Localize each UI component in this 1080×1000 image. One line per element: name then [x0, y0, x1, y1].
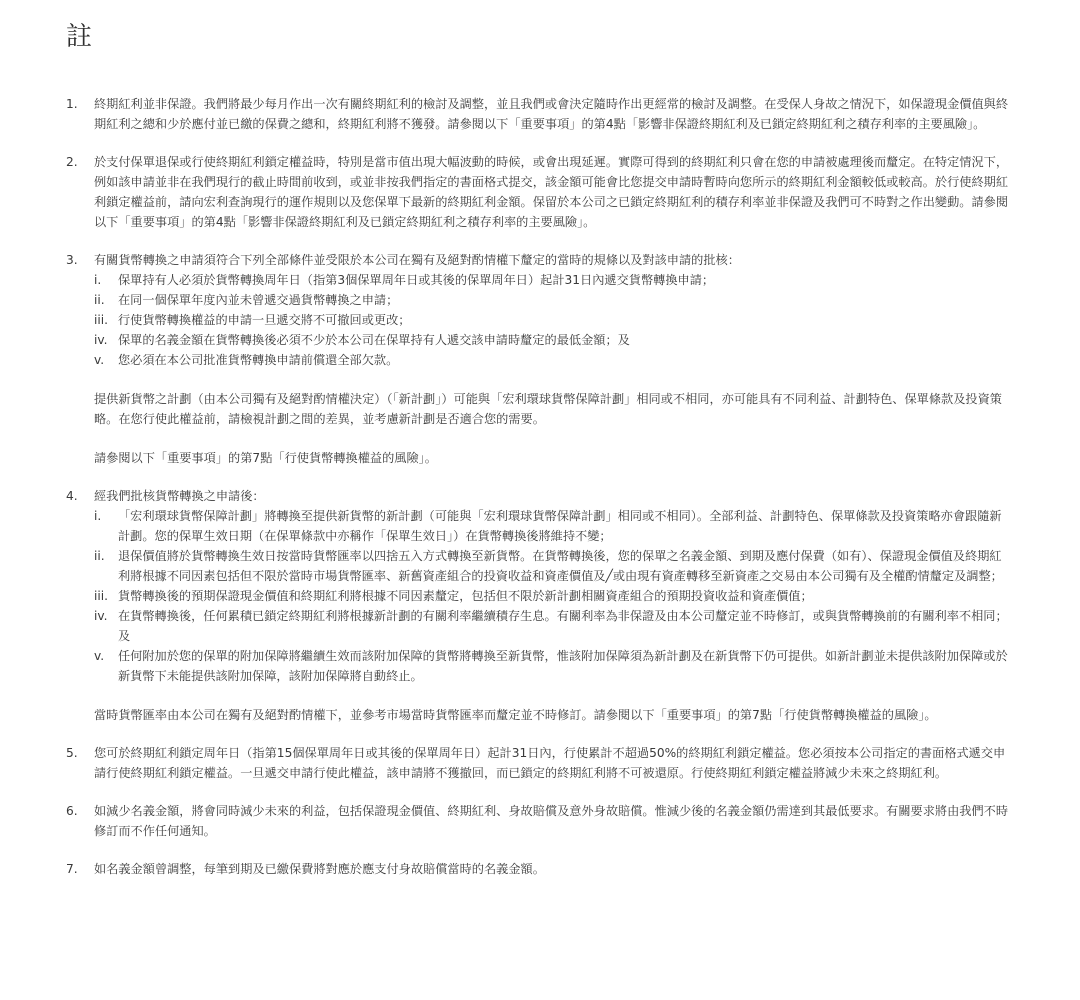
sub-item — [94, 506, 1010, 546]
note-1 — [66, 94, 1010, 134]
note-number: 4. — [66, 489, 78, 503]
note-number: 5. — [66, 746, 78, 760]
page-title: 註 — [66, 22, 94, 52]
note-5 — [66, 743, 1010, 783]
sub-item-number: iii. — [94, 589, 109, 603]
sub-item-text: 保單的名義金額在貨幣轉換後必須不少於本公司在保單持有人遞交該申請時釐定的最低金額；及 — [118, 333, 630, 347]
note-7 — [66, 859, 1010, 879]
note-text: 如名義金額曾調整，每筆到期及已繳保費將對應於應支付身故賠償當時的名義金額。 — [94, 862, 545, 876]
sub-item — [94, 290, 1010, 310]
sub-item-text: 「宏利環球貨幣保障計劃」將轉換至提供新貨幣的新計劃（可能與「宏利環球貨幣保障計劃」相同或不相同）。全部利益、計劃特色、保單條款及投資策略亦會跟隨新計劃。您的保單生效日期（在保單條款中亦稱作「保單生效日」）在貨幣轉換後將維持不變； — [118, 509, 1002, 543]
sub-item-text: 您必須在本公司批准貨幣轉換申請前償還全部欠款。 — [118, 353, 399, 367]
sub-item — [94, 606, 1010, 646]
note-text: 終期紅利並非保證。我們將最少每月作出一次有關終期紅利的檢討及調整，並且我們或會決定隨時作出更經常的檢討及調整。在受保人身故之情況下，如保證現金價值與終期紅利之總和少於應付並已繳的保費之總和，終期紅利將不獲發。請參閱以下「重要事項」的第4點「影響非保證終期紅利及已鎖定終期紅利之積存利率的主要風險」。 — [94, 97, 1009, 131]
sub-item-number: i. — [94, 509, 102, 523]
sub-item — [94, 350, 1010, 370]
sub-item-number: v. — [94, 649, 105, 663]
note-4 — [66, 486, 1010, 725]
note-6 — [66, 801, 1010, 841]
sub-item-text: 任何附加於您的保單的附加保障將繼續生效而該附加保障的貨幣將轉換至新貨幣，惟該附加保障須為新計劃及在新貨幣下仍可提供。如新計劃並未提供該附加保障或於新貨幣下未能提供該附加保障，該附加保障將自動終止。 — [118, 649, 1008, 683]
sub-item-number: ii. — [94, 293, 105, 307]
sub-item-number: iv. — [94, 333, 108, 347]
sub-item-text: 保單持有人必須於貨幣轉換周年日（指第3個保單周年日或其後的保單周年日）起計31日內遞交貨幣轉換申請； — [118, 273, 715, 287]
sub-item-number: i. — [94, 273, 102, 287]
sub-item-text: 在貨幣轉換後，任何累積已鎖定終期紅利將根據新計劃的有關利率繼續積存生息。有關利率為非保證及由本公司釐定並不時修訂，或與貨幣轉換前的有關利率不相同；及 — [118, 609, 1008, 643]
sub-item-text: 貨幣轉換後的預期保證現金價值和終期紅利將根據不同因素釐定，包括但不限於新計劃相關資產組合的預期投資收益和資產價值； — [118, 589, 813, 603]
sub-item — [94, 310, 1010, 330]
sub-item-number: ii. — [94, 549, 105, 563]
note-2 — [66, 152, 1010, 232]
note-number: 1. — [66, 97, 78, 111]
note-number: 7. — [66, 862, 78, 876]
sub-item-number: iv. — [94, 609, 108, 623]
note-text: 有關貨幣轉換之申請須符合下列全部條件並受限於本公司在獨有及絕對酌情權下釐定的當時的規條以及對該申請的批核： — [94, 253, 740, 267]
note-text: 如減少名義金額，將會同時減少未來的利益，包括保證現金價值、終期紅利、身故賠償及意外身故賠償。惟減少後的名義金額仍需達到其最低要求。有關要求將由我們不時修訂而不作任何通知。 — [94, 804, 1009, 838]
note-text: 於支付保單退保或行使終期紅利鎖定權益時，特別是當市值出現大幅波動的時候，或會出現延遲。實際可得到的終期紅利只會在您的申請被處理後而釐定。在特定情況下，例如該申請並非在我們現行的截止時間前收到，或並非按我們指定的書面格式提交，該金額可能會比您提交申請時暫時向您所示的終期紅利金額較低或較高。於行使終期紅利鎖定權益前，請向宏利查詢現行的運作規則以及您保單下最新的終期紅利金額。保留於本公司之已鎖定終期紅利的積存利率並非保證及我們可不時對之作出變動。請參閱以下「重要事項」的第4點「影響非保證終期紅利及已鎖定終期紅利之積存利率的主要風險」。 — [94, 155, 1009, 229]
sub-item — [94, 270, 1010, 290]
sub-item — [94, 330, 1010, 350]
note-number: 3. — [66, 253, 78, 267]
sub-item-text: 在同一個保單年度內並未曾遞交過貨幣轉換之申請； — [118, 293, 399, 307]
note-paragraph: 當時貨幣匯率由本公司在獨有及絕對酌情權下，並參考市場當時貨幣匯率而釐定並不時修訂。請參閱以下「重要事項」的第7點「行使貨幣轉換權益的風險」。 — [94, 708, 937, 722]
sub-list — [94, 270, 1010, 370]
sub-item-number: v. — [94, 353, 105, 367]
sub-item — [94, 586, 1010, 606]
note-number: 2. — [66, 155, 78, 169]
sub-item-text: 行使貨幣轉換權益的申請一旦遞交將不可撤回或更改； — [118, 313, 411, 327]
sub-item — [94, 646, 1010, 686]
note-text: 您可於終期紅利鎖定周年日（指第15個保單周年日或其後的保單周年日）起計31日內，行使累計不超過50%的終期紅利鎖定權益。您必須按本公司指定的書面格式遞交申請行使終期紅利鎖定權益。一旦遞交申請行使此權益，該申請將不獲撤回，而已鎖定的終期紅利將不可被還原。行使終期紅利鎖定權益將減少未來之終期紅利。 — [94, 746, 1006, 780]
note-paragraph: 提供新貨幣之計劃（由本公司獨有及絕對酌情權決定）（「新計劃」）可能與「宏利環球貨幣保障計劃」相同或不相同，亦可能具有不同利益、計劃特色、保單條款及投資策略。在您行使此權益前，請檢視計劃之間的差異，並考慮新計劃是否適合您的需要。 — [94, 392, 1002, 426]
sub-list — [94, 506, 1010, 686]
note-paragraph: 請參閱以下「重要事項」的第7點「行使貨幣轉換權益的風險」。 — [94, 451, 437, 465]
note-number: 6. — [66, 804, 78, 818]
sub-item-number: iii. — [94, 313, 109, 327]
note-3 — [66, 250, 1010, 468]
sub-item-text: 退保價值將於貨幣轉換生效日按當時貨幣匯率以四捨五入方式轉換至新貨幣。在貨幣轉換後，您的保單之名義金額、到期及應付保費（如有）、保證現金價值及終期紅利將根據不同因素包括但不限於當時市場貨幣匯率、新舊資產組合的投資收益和資產價值及╱或由現有資產轉移至新資產之交易由本公司獨有及全權酌情釐定及調整； — [118, 549, 1003, 583]
notes-list — [66, 94, 1010, 879]
sub-item — [94, 546, 1010, 586]
note-text: 經我們批核貨幣轉換之申請後： — [94, 489, 265, 503]
